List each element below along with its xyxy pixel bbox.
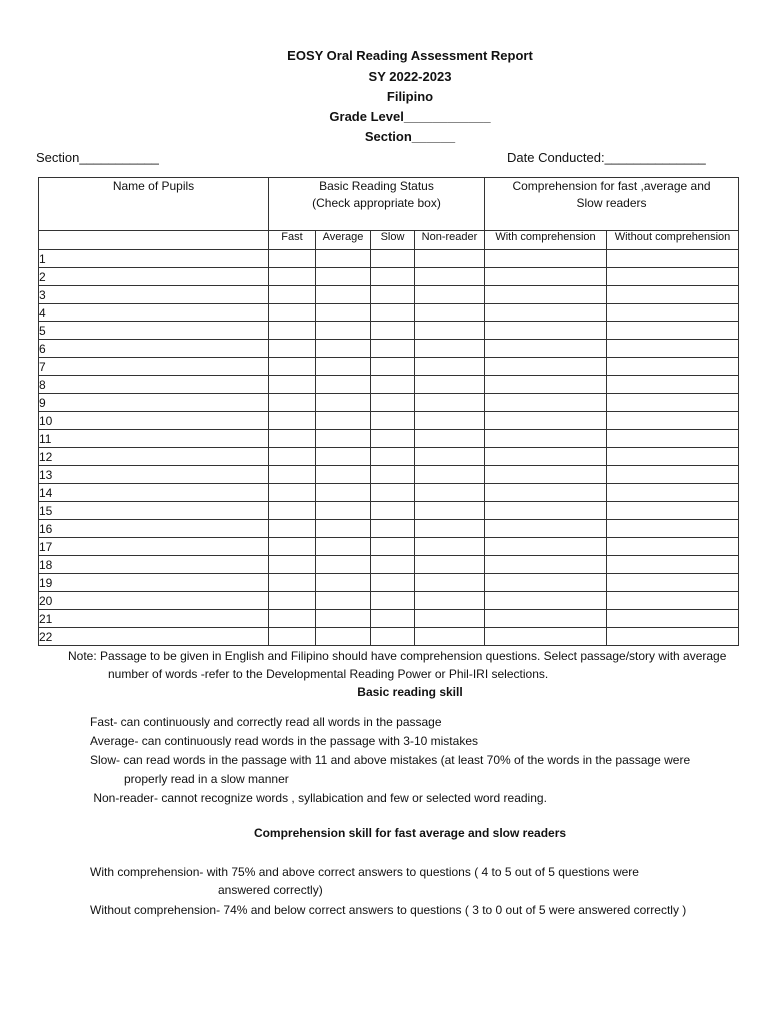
entry-cell[interactable] <box>316 556 371 574</box>
entry-cell[interactable] <box>607 322 739 340</box>
entry-cell[interactable] <box>415 502 485 520</box>
entry-cell[interactable] <box>371 502 415 520</box>
entry-cell[interactable] <box>415 304 485 322</box>
entry-cell[interactable] <box>607 556 739 574</box>
entry-cell[interactable] <box>269 628 316 646</box>
col-name-of-pupils <box>39 178 269 231</box>
entry-cell[interactable] <box>607 610 739 628</box>
entry-cell[interactable] <box>415 538 485 556</box>
entry-cell[interactable] <box>607 448 739 466</box>
entry-cell[interactable] <box>371 394 415 412</box>
entry-cell[interactable] <box>269 610 316 628</box>
entry-cell[interactable] <box>415 376 485 394</box>
table-row <box>39 412 739 430</box>
row-number-cell[interactable]: 17 <box>39 538 269 556</box>
def-slow-line-2: properly read in a slow manner <box>124 772 289 786</box>
entry-cell[interactable] <box>371 574 415 592</box>
entry-cell[interactable] <box>316 466 371 484</box>
entry-cell[interactable] <box>607 484 739 502</box>
entry-cell[interactable] <box>269 448 316 466</box>
basic-reading-skill-title: Basic reading skill <box>357 685 463 699</box>
entry-cell[interactable] <box>485 250 607 268</box>
row-number-cell[interactable]: 12 <box>39 448 269 466</box>
entry-cell[interactable] <box>607 268 739 286</box>
entry-cell[interactable] <box>485 322 607 340</box>
entry-cell[interactable] <box>607 304 739 322</box>
assessment-table <box>38 177 739 646</box>
entry-cell[interactable] <box>269 358 316 376</box>
entry-cell[interactable] <box>415 574 485 592</box>
row-number-cell[interactable]: 7 <box>39 358 269 376</box>
entry-cell[interactable] <box>316 520 371 538</box>
entry-cell[interactable] <box>607 394 739 412</box>
entry-cell[interactable] <box>371 340 415 358</box>
entry-cell[interactable] <box>371 466 415 484</box>
subheader-slow: Slow <box>371 231 415 250</box>
note-line-2: number of words -refer to the Developmental Reading Power or Phil-IRI selections. <box>108 667 549 681</box>
entry-cell[interactable] <box>316 250 371 268</box>
entry-cell[interactable] <box>607 628 739 646</box>
row-number-cell[interactable]: 16 <box>39 520 269 538</box>
entry-cell[interactable] <box>607 466 739 484</box>
entry-cell[interactable] <box>269 412 316 430</box>
col-basic-reading-status <box>269 178 485 231</box>
row-number-cell[interactable]: 6 <box>39 340 269 358</box>
entry-cell[interactable] <box>607 376 739 394</box>
entry-cell[interactable] <box>607 592 739 610</box>
school-year: SY 2022-2023 <box>368 69 452 84</box>
entry-cell[interactable] <box>415 448 485 466</box>
entry-cell[interactable] <box>415 250 485 268</box>
entry-cell[interactable] <box>371 628 415 646</box>
entry-cell[interactable] <box>485 484 607 502</box>
row-number-cell[interactable]: 3 <box>39 286 269 304</box>
section-field-center: Section______ <box>364 129 456 144</box>
entry-cell[interactable] <box>371 358 415 376</box>
entry-cell[interactable] <box>269 556 316 574</box>
status-header-line1: Basic Reading Status <box>319 179 434 193</box>
date-conducted-field: Date Conducted:______________ <box>507 150 706 165</box>
table-row <box>39 322 739 340</box>
row-number-cell[interactable]: 14 <box>39 484 269 502</box>
entry-cell[interactable] <box>371 538 415 556</box>
entry-cell[interactable] <box>607 538 739 556</box>
entry-cell[interactable] <box>269 268 316 286</box>
entry-cell[interactable] <box>415 394 485 412</box>
entry-cell[interactable] <box>485 520 607 538</box>
entry-cell[interactable] <box>485 466 607 484</box>
entry-cell[interactable] <box>316 394 371 412</box>
entry-cell[interactable] <box>269 430 316 448</box>
subheader-with-comprehension: With comprehension <box>485 231 607 250</box>
report-title: EOSY Oral Reading Assessment Report <box>287 48 533 63</box>
note-line-1: Note: Passage to be given in English and Filipino should have comprehension questions. Select passage/story with average <box>68 649 727 663</box>
entry-cell[interactable] <box>269 538 316 556</box>
row-number-cell[interactable]: 4 <box>39 304 269 322</box>
entry-cell[interactable] <box>316 412 371 430</box>
subheader-blank <box>39 231 269 250</box>
entry-cell[interactable] <box>607 250 739 268</box>
entry-cell[interactable] <box>485 574 607 592</box>
comprehension-skill-title: Comprehension skill for fast average and slow readers <box>253 826 567 840</box>
table-row <box>39 520 739 538</box>
entry-cell[interactable] <box>371 592 415 610</box>
entry-cell[interactable] <box>316 268 371 286</box>
entry-cell[interactable] <box>607 340 739 358</box>
def-non-reader: Non-reader- cannot recognize words , syllabication and few or selected word reading. <box>90 791 547 805</box>
entry-cell[interactable] <box>316 448 371 466</box>
entry-cell[interactable] <box>371 430 415 448</box>
table-row <box>39 268 739 286</box>
entry-cell[interactable] <box>371 412 415 430</box>
comp-header-line2: Slow readers <box>576 196 647 210</box>
entry-cell[interactable] <box>415 520 485 538</box>
entry-cell[interactable] <box>269 286 316 304</box>
row-number-cell[interactable]: 8 <box>39 376 269 394</box>
entry-cell[interactable] <box>316 304 371 322</box>
subheader-without-comprehension: Without comprehension <box>607 231 739 250</box>
entry-cell[interactable] <box>485 592 607 610</box>
entry-cell[interactable] <box>607 574 739 592</box>
entry-cell[interactable] <box>371 250 415 268</box>
entry-cell[interactable] <box>316 502 371 520</box>
entry-cell[interactable] <box>316 340 371 358</box>
entry-cell[interactable] <box>415 466 485 484</box>
entry-cell[interactable] <box>269 574 316 592</box>
row-number-cell[interactable]: 1 <box>39 250 269 268</box>
table-row <box>39 556 739 574</box>
row-number-cell[interactable]: 9 <box>39 394 269 412</box>
entry-cell[interactable] <box>371 268 415 286</box>
table-row <box>39 538 739 556</box>
table-row <box>39 304 739 322</box>
table-row <box>39 358 739 376</box>
row-number-cell[interactable]: 20 <box>39 592 269 610</box>
def-average: Average- can continuously read words in the passage with 3-10 mistakes <box>90 734 478 748</box>
table-row <box>39 574 739 592</box>
section-field-left: Section___________ <box>36 150 159 165</box>
entry-cell[interactable] <box>371 376 415 394</box>
entry-cell[interactable] <box>371 484 415 502</box>
subheader-non-reader: Non-reader <box>415 231 485 250</box>
entry-cell[interactable] <box>371 448 415 466</box>
entry-cell[interactable] <box>485 448 607 466</box>
entry-cell[interactable] <box>269 466 316 484</box>
entry-cell[interactable] <box>485 394 607 412</box>
entry-cell[interactable] <box>485 628 607 646</box>
entry-cell[interactable] <box>415 484 485 502</box>
entry-cell[interactable] <box>415 340 485 358</box>
entry-cell[interactable] <box>607 286 739 304</box>
entry-cell[interactable] <box>269 592 316 610</box>
status-header-line2: (Check appropriate box) <box>312 196 441 210</box>
entry-cell[interactable] <box>485 538 607 556</box>
entry-cell[interactable] <box>316 574 371 592</box>
entry-cell[interactable] <box>485 376 607 394</box>
table-row <box>39 286 739 304</box>
entry-cell[interactable] <box>316 430 371 448</box>
table-row <box>39 484 739 502</box>
entry-cell[interactable] <box>485 412 607 430</box>
entry-cell[interactable] <box>485 556 607 574</box>
entry-cell[interactable] <box>415 286 485 304</box>
row-number-cell[interactable]: 2 <box>39 268 269 286</box>
table-row <box>39 610 739 628</box>
table-row <box>39 628 739 646</box>
table-row <box>39 430 739 448</box>
row-number-cell[interactable]: 10 <box>39 412 269 430</box>
entry-cell[interactable] <box>316 610 371 628</box>
table-row <box>39 592 739 610</box>
entry-cell[interactable] <box>316 484 371 502</box>
entry-cell[interactable] <box>316 592 371 610</box>
entry-cell[interactable] <box>269 250 316 268</box>
row-number-cell[interactable]: 5 <box>39 322 269 340</box>
entry-cell[interactable] <box>415 358 485 376</box>
entry-cell[interactable] <box>316 286 371 304</box>
entry-cell[interactable] <box>607 358 739 376</box>
entry-cell[interactable] <box>269 502 316 520</box>
entry-cell[interactable] <box>485 268 607 286</box>
entry-cell[interactable] <box>269 484 316 502</box>
entry-cell[interactable] <box>371 520 415 538</box>
entry-cell[interactable] <box>269 340 316 358</box>
entry-cell[interactable] <box>269 322 316 340</box>
table-row <box>39 376 739 394</box>
entry-cell[interactable] <box>316 322 371 340</box>
entry-cell[interactable] <box>316 358 371 376</box>
entry-cell[interactable] <box>415 610 485 628</box>
def-with-comprehension-line-1: With comprehension- with 75% and above correct answers to questions ( 4 to 5 out of 5 questions were <box>90 865 639 879</box>
row-number-cell[interactable]: 22 <box>39 628 269 646</box>
entry-cell[interactable] <box>485 430 607 448</box>
entry-cell[interactable] <box>269 304 316 322</box>
table-row <box>39 466 739 484</box>
col-comprehension <box>485 178 739 231</box>
entry-cell[interactable] <box>269 394 316 412</box>
table-header-row <box>39 178 739 231</box>
comp-header-line1: Comprehension for fast ,average and <box>512 179 711 193</box>
entry-cell[interactable] <box>371 304 415 322</box>
entry-cell[interactable] <box>269 520 316 538</box>
entry-cell[interactable] <box>371 286 415 304</box>
entry-cell[interactable] <box>316 376 371 394</box>
table-row <box>39 394 739 412</box>
entry-cell[interactable] <box>371 610 415 628</box>
entry-cell[interactable] <box>415 430 485 448</box>
table-row <box>39 448 739 466</box>
entry-cell[interactable] <box>485 304 607 322</box>
entry-cell[interactable] <box>371 322 415 340</box>
entry-cell[interactable] <box>371 556 415 574</box>
col-name-label: Name of Pupils <box>112 179 195 193</box>
subheader-average: Average <box>316 231 371 250</box>
entry-cell[interactable] <box>485 340 607 358</box>
grade-level-field: Grade Level____________ <box>329 109 491 124</box>
entry-cell[interactable] <box>607 412 739 430</box>
row-number-cell[interactable]: 15 <box>39 502 269 520</box>
entry-cell[interactable] <box>316 628 371 646</box>
entry-cell[interactable] <box>607 430 739 448</box>
entry-cell[interactable] <box>415 412 485 430</box>
entry-cell[interactable] <box>415 322 485 340</box>
entry-cell[interactable] <box>316 538 371 556</box>
subject-label: Filipino <box>386 89 434 104</box>
entry-cell[interactable] <box>415 268 485 286</box>
entry-cell[interactable] <box>269 376 316 394</box>
row-number-cell[interactable]: 18 <box>39 556 269 574</box>
entry-cell[interactable] <box>485 610 607 628</box>
entry-cell[interactable] <box>607 520 739 538</box>
subheader-fast: Fast <box>269 231 316 250</box>
table-row <box>39 502 739 520</box>
entry-cell[interactable] <box>415 628 485 646</box>
entry-cell[interactable] <box>485 502 607 520</box>
def-without-comprehension: Without comprehension- 74% and below correct answers to questions ( 3 to 0 out of 5 were answered correctly ) <box>90 903 687 917</box>
row-number-cell[interactable]: 13 <box>39 466 269 484</box>
table-subheader-row <box>39 231 739 250</box>
entry-cell[interactable] <box>607 502 739 520</box>
row-number-cell[interactable]: 19 <box>39 574 269 592</box>
entry-cell[interactable] <box>485 358 607 376</box>
table-row <box>39 340 739 358</box>
row-number-cell[interactable]: 21 <box>39 610 269 628</box>
table-row <box>39 250 739 268</box>
entry-cell[interactable] <box>485 286 607 304</box>
def-slow-line-1: Slow- can read words in the passage with 11 and above mistakes (at least 70% of the words in the passage were <box>90 753 691 767</box>
def-fast: Fast- can continuously and correctly read all words in the passage <box>90 715 442 729</box>
def-with-comprehension-line-2: answered correctly) <box>218 883 323 897</box>
entry-cell[interactable] <box>415 592 485 610</box>
entry-cell[interactable] <box>415 556 485 574</box>
row-number-cell[interactable]: 11 <box>39 430 269 448</box>
